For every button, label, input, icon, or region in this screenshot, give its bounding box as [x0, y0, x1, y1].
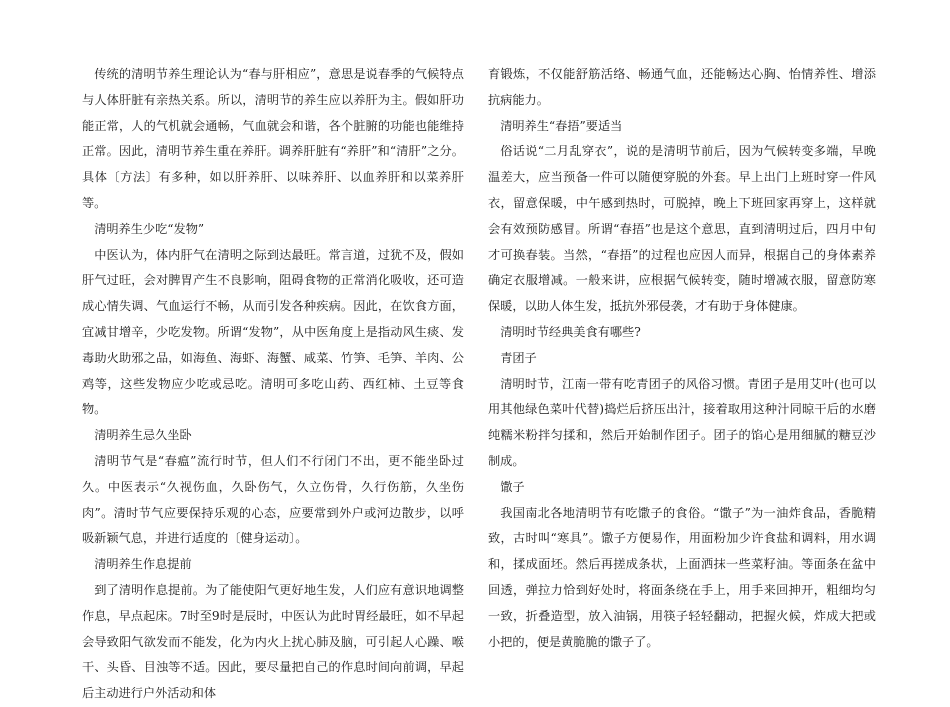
section-heading-zuowo: 清明养生忌久坐卧	[94, 428, 192, 443]
paragraph-qingtuanzi: 清明时节，江南一带有吃青团子的风俗习惯。青团子是用艾叶(也可以用其他绿色菜叶代替)捣烂后挤压出汁，接着取用这种汁同晾干后的水磨纯糯米粉拌匀揉和，然后开始制作团子。团子的馅心是用细腻的糖豆沙制成。	[488, 376, 876, 468]
paragraph-chunwu: 俗话说“二月乱穿衣”，说的是清明节前后，因为气候转变多端，早晚温差大，应当预备一件可以随便穿脱的外套。早上出门上班时穿一件风衣，留意保暖，中午感到热时，可脱掉，晚上下班回家再穿上，这样就会有效预防感冒。所谓“春捂”也是这个意思，直到清明过后，四月中旬才可换春装。当然，“春捂”的过程也应因人而异，根据自己的身体素养确定衣服增减。一般来讲，应根据气候转变，随时增减衣服，留意防寒保暖，以助人体生发，抵抗外邪侵袭，才有助于身体健康。	[488, 144, 876, 314]
subheading-sanzi: 馓子	[500, 479, 525, 494]
left-column	[82, 62, 464, 707]
paragraph-zuowo: 清明节气是“春瘟”流行时节，但人们不行闭门不出，更不能坐卧过久。中医表示“久视伤血，久卧伤气，久立伤骨，久行伤筋，久坐伤肉”。清时节气应要保持乐观的心态，应要常到外户或河边散步，以呼吸新颖气息，并进行适度的〔健身运动〕。	[82, 453, 464, 546]
section-heading-meishi: 清明时节经典美食有哪些?	[500, 324, 641, 339]
paragraph-sanzi: 我国南北各地清明节有吃馓子的食俗。“馓子”为一油炸食品，香脆精致，古时叫“寒具”。馓子方便易作，用面粉加少许食盐和调料，用水调和，揉成面坯。然后再搓成条状，上面洒抹一些菜籽油。等面条在盆中回透，弹拉力恰到好处时，将面条绕在手上，用手来回抻开，粗细均匀一致，折叠造型，放入油锅，用筷子轻轻翻动，把握火候，炸成大把或小把的，便是黄脆脆的馓子了。	[488, 505, 876, 649]
subheading-qingtuanzi: 青团子	[500, 350, 537, 365]
paragraph-zuoxi-continued: 育锻炼，不仅能舒筋活络、畅通气血，还能畅达心胸、怡情养性、增添抗病能力。	[488, 67, 876, 107]
intro-paragraph: 传统的清明节养生理论认为“春与肝相应”，意思是说春季的气候特点与人体肝脏有亲热关系。所以，清明节的养生应以养肝为主。假如肝功能正常，人的气机就会通畅，气血就会和谐，各个脏腑的功能也能维持正常。因此，清明节养生重在养肝。调养肝脏有“养肝”和“清肝”之分。具体〔方法〕有多种，如以肝养肝、以味养肝、以血养肝和以菜养肝等。	[82, 67, 464, 210]
paragraph-zuoxi: 到了清明作息提前。为了能使阳气更好地生发，人们应有意识地调整作息，早点起床。7时至9时是辰时，中医认为此时胃经最旺，如不早起会导致阳气欲发而不能发，化为内火上扰心肺及脑，可引起人心躁、喉干、头昏、目浊等不适。因此，要尽量把自己的作息时间向前调，早起后主动进行户外活动和体	[82, 582, 464, 701]
section-heading-fawu: 清明养生少吃“发物”	[94, 221, 205, 236]
section-heading-zuoxi: 清明养生作息提前	[94, 557, 192, 572]
paragraph-fawu: 中医认为，体内肝气在清明之际到达最旺。常言道，过犹不及，假如肝气过旺，会对脾胃产生不良影响，阻碍食物的正常消化吸收，还可造成心情失调、气血运行不畅，从而引发各种疾病。因此，在饮食方面，宜减甘增辛，少吃发物。所谓“发物”，从中医角度上是指动风生痰、发毒助火助邪之品，如海鱼、海虾、海蟹、咸菜、竹笋、毛笋、羊肉、公鸡等，这些发物应少吃或忌吃。清明可多吃山药、西红柿、土豆等食物。	[82, 247, 464, 417]
right-column	[488, 62, 876, 655]
section-heading-chunwu: 清明养生“春捂”要适当	[500, 118, 623, 133]
